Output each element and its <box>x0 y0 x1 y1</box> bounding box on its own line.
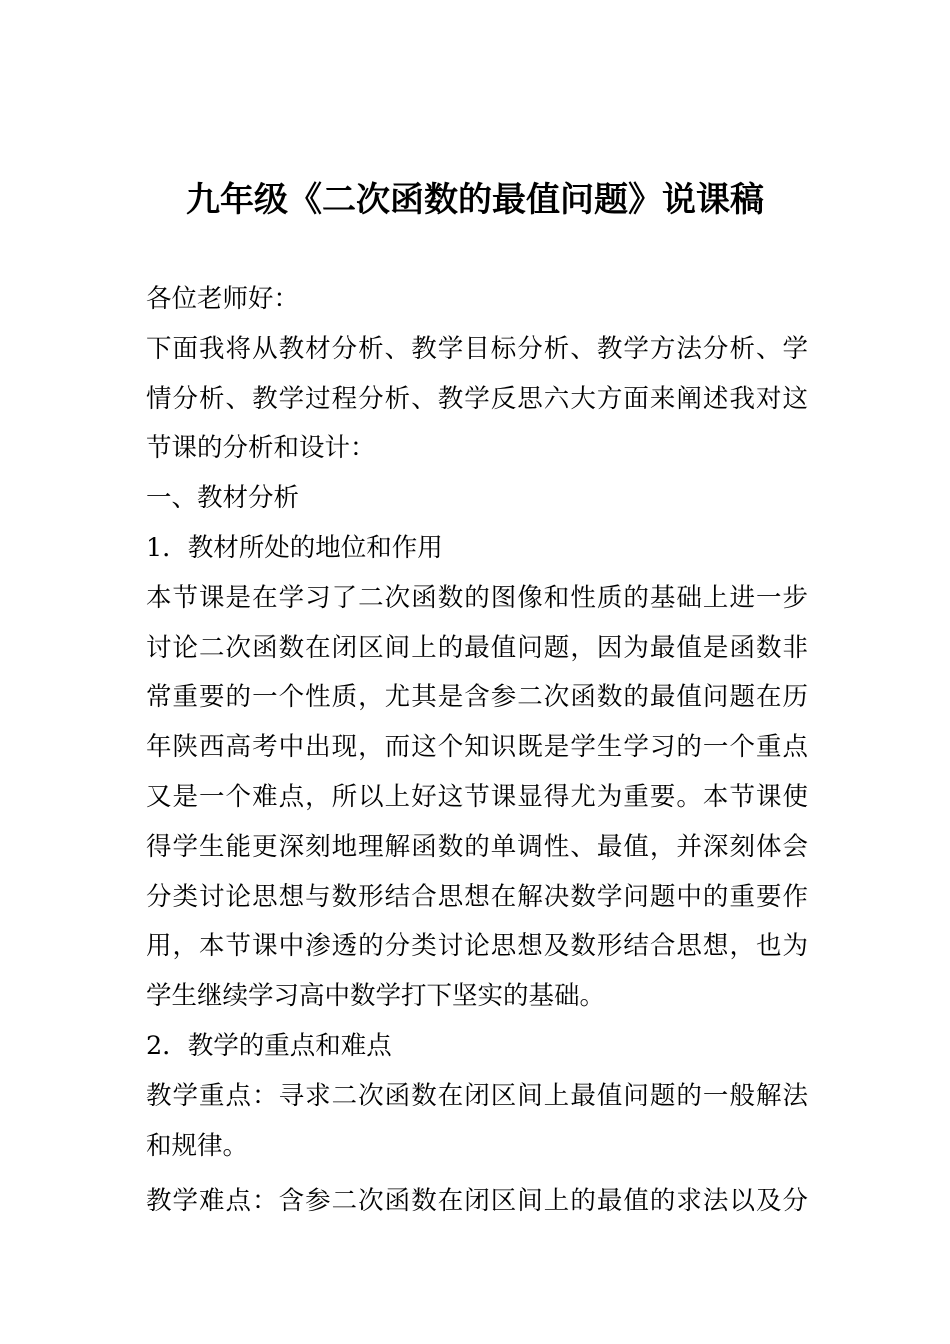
document-body <box>146 275 808 1227</box>
body-line: 情分析、教学过程分析、教学反思六大方面来阐述我对这 <box>146 383 808 414</box>
body-line: 节课的分析和设计： <box>146 433 376 464</box>
body-line: 用，本节课中渗透的分类讨论思想及数形结合思想，也为 <box>146 931 808 962</box>
body-line: 分类讨论思想与数形结合思想在解决数学问题中的重要作 <box>146 881 808 912</box>
body-line: 2．教学的重点和难点 <box>146 1030 392 1061</box>
body-line: 各位老师好： <box>146 284 300 314</box>
body-line: 常重要的一个性质，尤其是含参二次函数的最值问题在历 <box>146 682 808 713</box>
document-title: 九年级《二次函数的最值问题》说课稿 <box>186 180 764 220</box>
body-line: 教学重点：寻求二次函数在闭区间上最值问题的一般解法 <box>146 1080 808 1111</box>
body-line: 教学难点：含参二次函数在闭区间上的最值的求法以及分 <box>146 1186 808 1217</box>
body-line: 下面我将从教材分析、教学目标分析、教学方法分析、学 <box>146 333 808 364</box>
body-line: 年陕西高考中出现，而这个知识既是学生学习的一个重点 <box>146 732 808 763</box>
body-line: 讨论二次函数在闭区间上的最值问题，因为最值是函数非 <box>146 632 808 663</box>
body-line: 得学生能更深刻地理解函数的单调性、最值，并深刻体会 <box>146 831 808 862</box>
body-line: 1．教材所处的地位和作用 <box>146 532 443 563</box>
body-line: 一、教材分析 <box>146 483 300 514</box>
body-line: 本节课是在学习了二次函数的图像和性质的基础上进一步 <box>146 582 808 613</box>
body-line: 又是一个难点，所以上好这节课显得尤为重要。本节课使 <box>146 781 808 812</box>
body-line: 和规律。 <box>146 1130 249 1161</box>
body-line: 学生继续学习高中数学打下坚实的基础。 <box>146 981 606 1012</box>
